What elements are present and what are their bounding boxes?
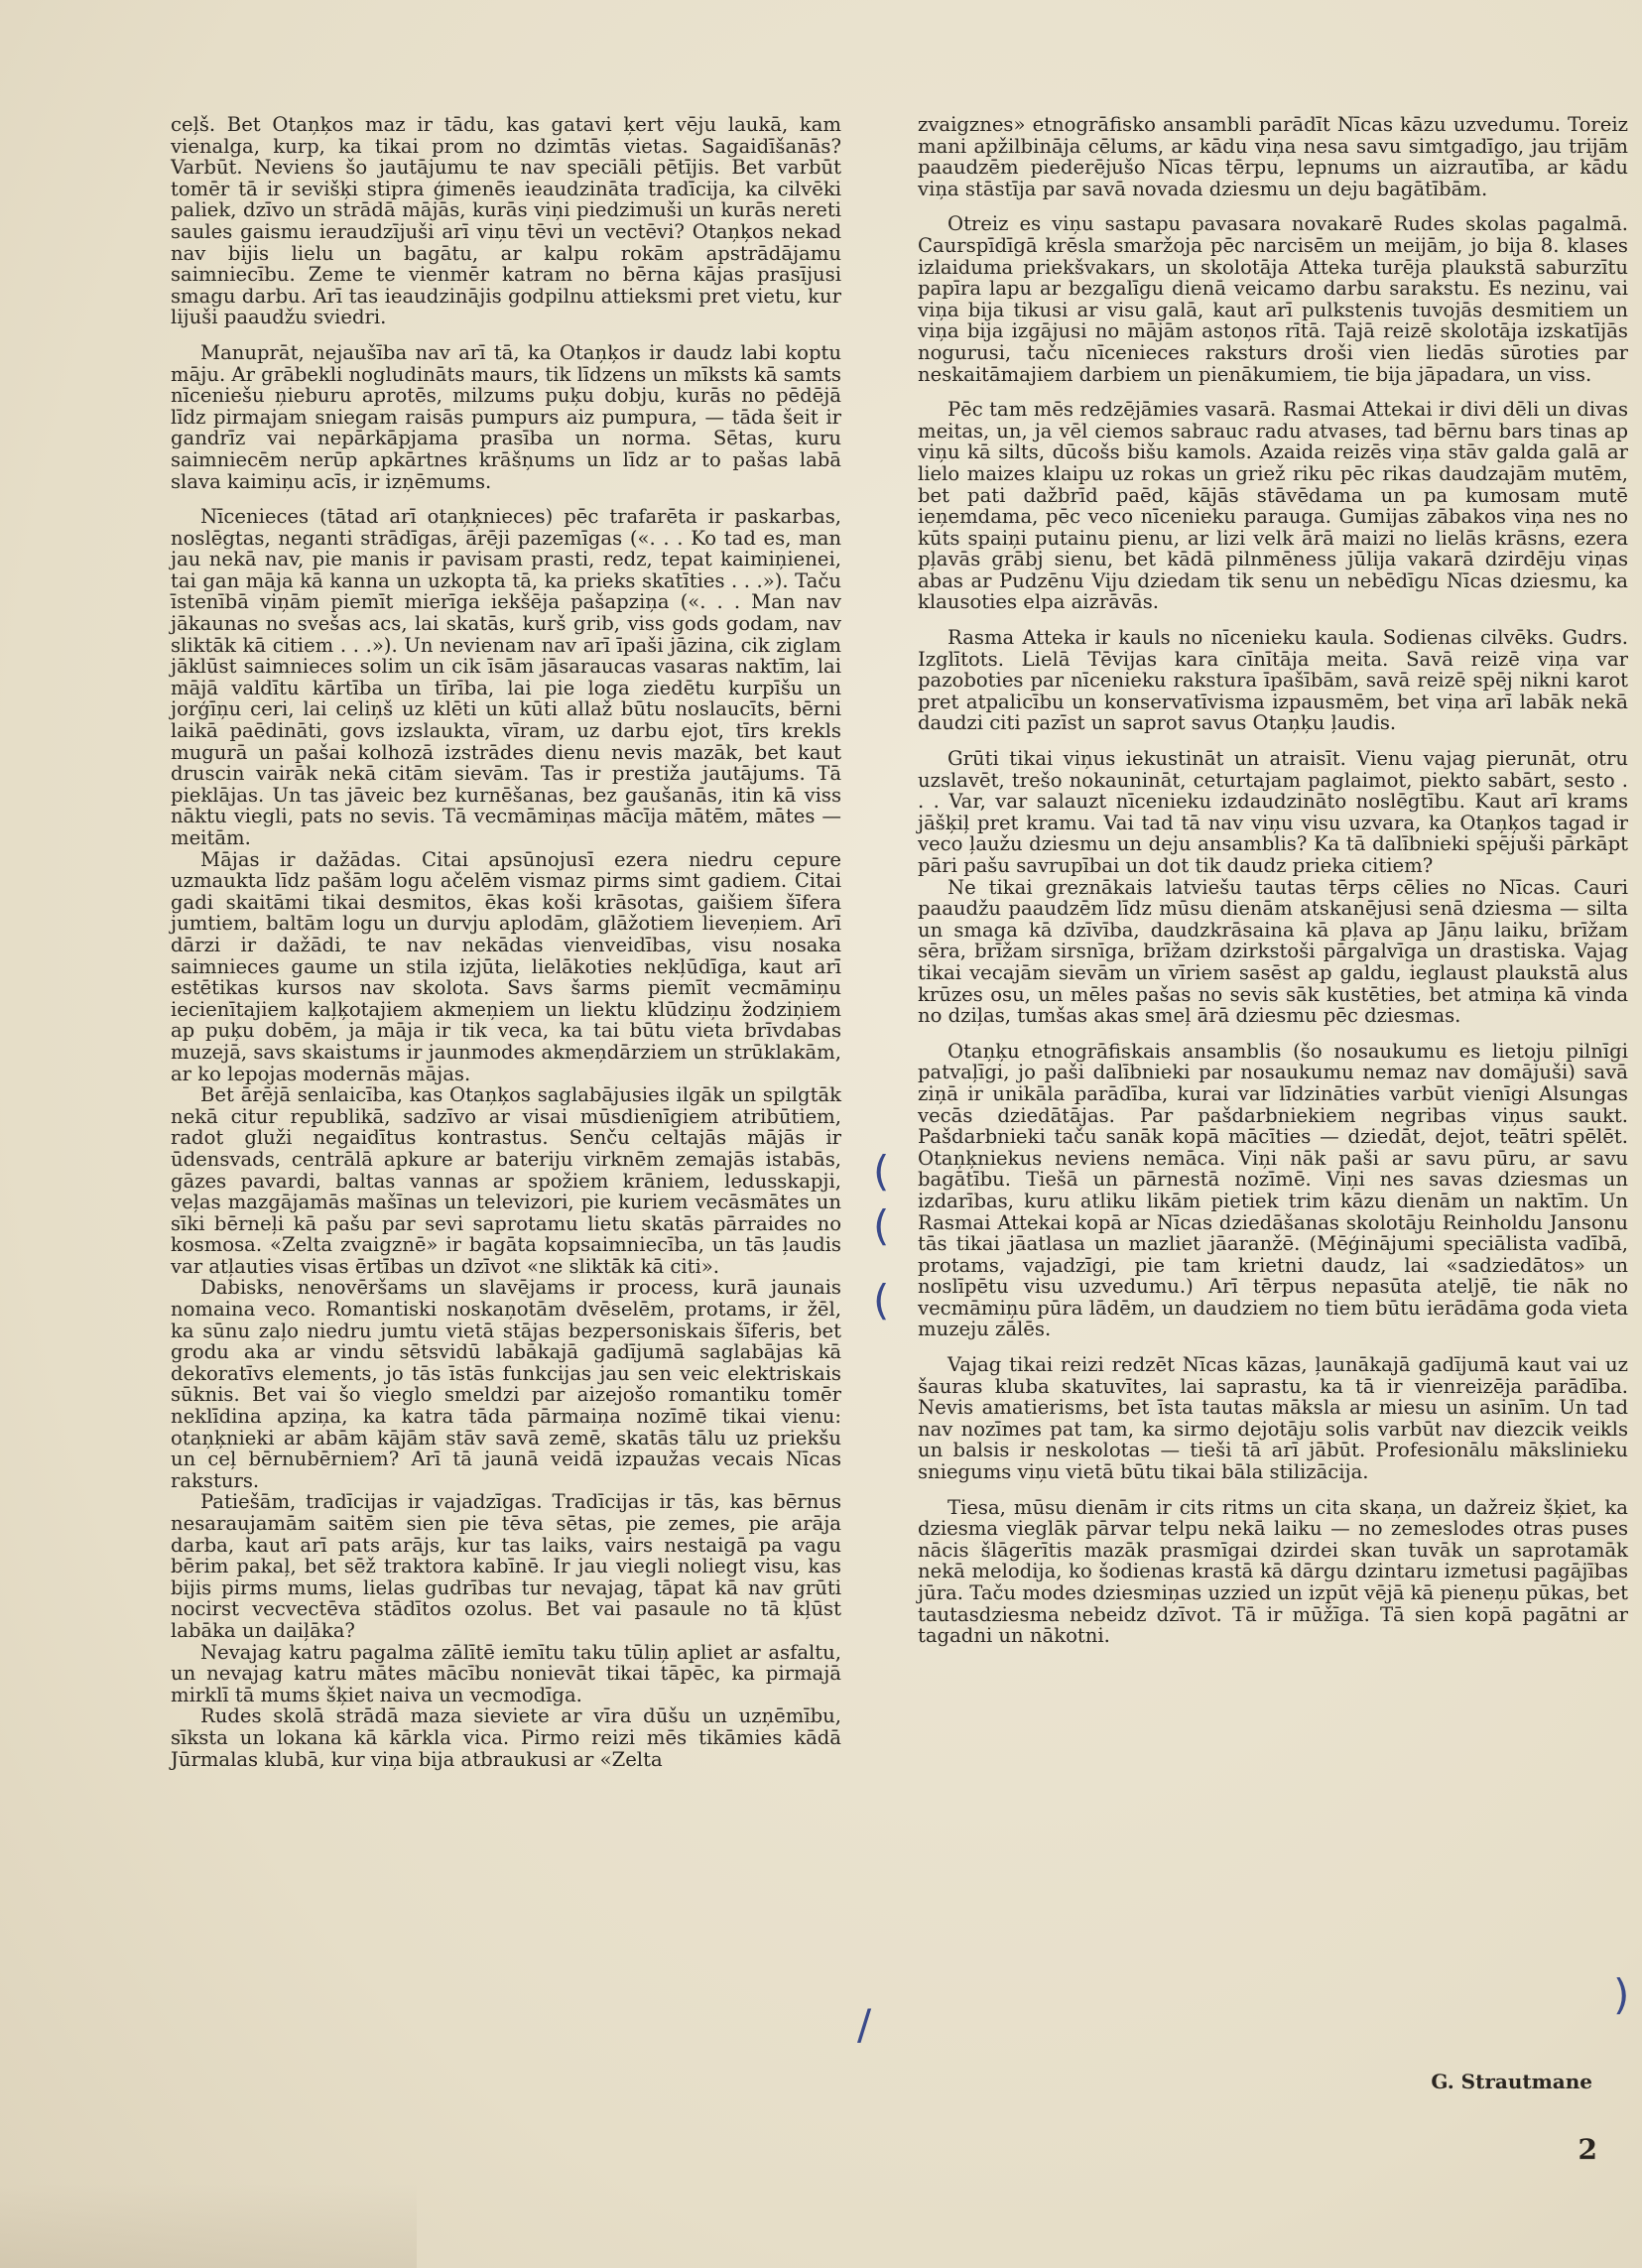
paragraph: Grūti tikai viņus iekustināt un atraisīt. Vienu vajag pierunāt, otru uzslavēt, trešo nokaunināt, ceturtajam paglaimot, piekto sabārt, sesto . . . Var, var salauzt nīcenieku izdaudzināto noslēgtību. Kaut arī krams jāšķiļ pret kramu. Vai tad tā nav viņu visu uzvara, ka Otaņķos tagad ir veco ļaužu dziesmu un deju ansamblis? Ka tā dalībnieki spējuši pārkāpt pāri pašu savrupībai un dot tik daudz prieka citiem?	[918, 747, 1628, 877]
paragraph: Rasma Atteka ir kauls no nīcenieku kaula. Sodienas cilvēks. Gudrs. Izglītots. Lielā Tēvijas kara cīnītāja meita. Savā reizē viņa var pazoboties par nīcenieku rakstura īpašībām, savā reizē spēj nikni karot pret atpalicību un konservatīvisma izpausmēm, bet viņa arī labāk nekā daudzi citi pazīst un saprot savus Otaņķu ļaudis.	[918, 626, 1628, 735]
paragraph: ceļš. Bet Otaņķos maz ir tādu, kas gatavi ķert vēju laukā, kam vienalga, kurp, ka tikai prom no dzimtās vietas. Sagaidīšanās? Varbūt. Neviens šo jautājumu te nav speciāli pētījis. Bet varbūt tomēr tā ir sevišķi stipra ģimenēs ieaudzināta tradīcija, ka cilvēki paliek, dzīvo un strādā mājās, kurās viņi piedzimuši un kurās nereti saules gaismu ieraudzījuši arī viņu tēvi un vectēvi? Otaņķos nekad nav bijis lielu un bagātu, ar kalpu rokām apstrādājamu saimniecību. Zeme te vienmēr katram no bērna kājas prasījusi smagu darbu. Arī tas ieaudzinājis godpilnu attieksmi pret vietu, kur lijuši paaudžu sviedri.	[171, 113, 841, 329]
paragraph: Nevajag katru pagalma zālītē iemītu taku tūliņ apliet ar asfaltu, un nevajag katru mātes mācību nonievāt tikai tāpēc, ka pirmajā mirklī tā mums šķiet naiva un vecmodīga.	[171, 1640, 841, 1706]
paragraph: Otreiz es viņu sastapu pavasara novakarē Rudes skolas pagalmā. Caurspīdīgā krēsla smaržoja pēc narcisēm un meijām, jo bija 8. klases izlaiduma priekšvakars, un skolotāja Atteka turēja plaukstā saburzītu papīra lapu ar bezgalīgu dienā veicamo darbu sarakstu. Es nezinu, vai viņa bija tikusi ar visu galā, kaut arī pulkstenis tuvojās desmitiem un viņa bija izgājusi no mājām astoņos rītā. Tajā reizē skolotāja izskatījās nogurusi, taču nīcenieces raksturs droši vien liedās sūroties par neskaitāmajiem darbiem un pienākumiem, tie bija jāpadara, un viss.	[918, 212, 1628, 386]
paragraph: Vajag tikai reizi redzēt Nīcas kāzas, ļaunākajā gadījumā kaut vai uz šauras kluba skatuvītes, lai saprastu, ka tā ir vienreizēja parādība. Nevis amatierisms, bet īsta tautas māksla ar miesu un asinīm. Un tad nav nozīmes pat tam, ka sirmo dejotāju solis varbūt nav diezcik veikls un balsis ir neskolotas — tieši tā arī jābūt. Profesionālu mākslinieku sniegums viņu vietā būtu tikai bāla stilizācija.	[918, 1353, 1628, 1484]
paragraph: Dabisks, nenovēršams un slavējams ir process, kurā jaunais nomaina veco. Romantiski noskaņotām dvēselēm, protams, ir žēl, ka sūnu zaļo niedru jumtu vietā stājas bezpersoniskais šīferis, bet grodu aka ar vindu sētsvidū labākajā gadījumā saglabājas kā dekoratīvs elements, jo tās īstās funkcijas jau sen veic elektriskais sūknis. Bet vai šo vieglo smeldzi par aizejošo romantiku tomēr neklīdina apziņa, ka katra tāda pārmaiņa nozīmē tikai vienu: otaņķnieki ar abām kājām stāv savā zemē, skatās tālu uz priekšu un ceļ bērnubērniem? Arī tā jaunā veidā izpaužas vecais Nīcas raksturs.	[171, 1276, 841, 1492]
author-signature: G. Strautmane	[1431, 2070, 1592, 2093]
page-number: 2	[1578, 2133, 1597, 2166]
paragraph: Pēc tam mēs redzējāmies vasarā. Rasmai Attekai ir divi dēli un divas meitas, un, ja vēl ciemos sabrauc radu atvases, tad bērnu bars tinas ap viņu kā silts, dūcošs bišu kamols. Azaida reizēs viņa stāv galda galā ar lielo maizes klaipu uz rokas un griež riku pēc rikas daudzajām mutēm, bet pati dažbrīd paēd, kājās stāvēdama un pa kumosam mutē ieņemdama, pēc veco nīcenieku parauga. Gumijas zābakos viņa nes no kūts spaiņi putainu pienu, ar lizi velk ārā maizi no lielās krāsns, ezera pļavās grābj sienu, bet kādā pilnmēness jūlija vakarā dzirdēju viņas abas ar Pudzēnu Viju dziedam tik senu un nebēdīgu Nīcas dziesmu, ka klausoties elpa aizrāvās.	[918, 398, 1628, 614]
margin-bracket-mark: (	[873, 1147, 890, 1196]
paragraph: Bet ārējā senlaicība, kas Otaņķos saglabājusies ilgāk un spilgtāk nekā citur republikā, sadzīvo ar visai mūsdienīgiem atribūtiem, radot gluži negaidītus kontrastus. Senču celtajās mājās ir ūdensvads, centrālā apkure ar bateriju virknēm zemajās istabās, gāzes pavardi, baltas vannas ar spožiem krāniem, ledusskapji, veļas mazgājamās mašīnas un televizori, pie kuriem vecāsmātes un sīki bērneļi kā pašu par sevi saprotamu lietu skatās pārraides no kosmosa. «Zelta zvaigznē» ir bagāta kopsaimniecība, un tās ļaudis var atļauties visas ērtības un dzīvot «ne sliktāk kā citi».	[171, 1083, 841, 1278]
paragraph: Ne tikai greznākais latviešu tautas tērps cēlies no Nīcas. Cauri paaudžu paaudzēm līdz mūsu dienām atskanējusi senā dziesma — silta un smaga kā dzīvība, daudzkrāsaina kā pļava ap Jāņu laiku, brīžam sēra, brīžam sirsnīga, brīžam dzirkstoši pārgalvīga un drastiska. Vajag tikai vecajām sievām un vīriem sasēst ap galdu, ieglaust plaukstā alus krūzes osu, un mēles pašas no sevis sāk kustēties, bet atmiņa kā vinda no dziļas, tumšas akas smeļ ārā dziesmu pēc dziesmas.	[918, 875, 1628, 1028]
margin-bracket-mark: (	[873, 1201, 890, 1250]
left-column	[171, 114, 841, 1770]
paragraph: Rudes skolā strādā maza sieviete ar vīra dūšu un uzņēmību, sīksta un lokana kā kārkla vica. Pirmo reizi mēs tikāmies kādā Jūrmalas klubā, kur viņa bija atbraukusi ar «Zelta	[171, 1704, 841, 1771]
paper-stain	[0, 2183, 417, 2268]
paragraph: Patiešām, tradīcijas ir vajadzīgas. Tradīcijas ir tās, kas bērnus nesaraujamām saitēm sien pie tēva sētas, pie zemes, pie arāja darba, kaut arī pats arājs, kur tas laiks, vairs nestaigā pa vagu bērim pakaļ, bet sēž traktora kabīnē. Ir jau viegli noliegt visu, kas bijis pirms mums, lielas gudrības tur nevajag, tāpat kā nav grūti nocirst vecvectēva stādītos ozolus. Bet vai pasaule no tā kļūst labāka un daiļāka?	[171, 1490, 841, 1642]
margin-bracket-mark: /	[857, 2000, 872, 2049]
margin-bracket-mark: (	[873, 1276, 890, 1324]
paragraph: Tiesa, mūsu dienām ir cits ritms un cita skaņa, un dažreiz šķiet, ka dziesma vieglāk pārvar telpu nekā laiku — no zemeslodes otras puses nācis šlāgerītis mazāk prasmīgai dzirdei skan tuvāk un saprotamāk nekā melodija, ko šodienas krastā kā dārgu dzintaru izmetusi pagājības jūra. Taču modes dziesmiņas uzzied un izpūt vējā kā pieneņu pūkas, bet tautasdziesma nebeidz dzīvot. Tā ir mūžīga. Tā sien kopā pagātni ar tagadni un nākotni.	[918, 1495, 1628, 1648]
margin-bracket-mark: )	[1613, 1970, 1630, 2019]
paragraph: Nīcenieces (tātad arī otaņķnieces) pēc trafarēta ir paskarbas, noslēgtas, neganti strādīgas, ārēji pazemīgas («. . . Ko tad es, man jau nekā nav, pie manis ir pavisam prasti, redz, tepat kaimiņienei, tai gan māja kā kanna un uzkopta tā, ka prieks skatīties . . .»). Taču īstenībā viņām piemīt mierīga iekšēja pašapziņa («. . . Man nav jākaunas no svešas acs, lai skatās, kurš grib, viss gods godam, nav sliktāk kā citiem . . .»). Un nevienam nav arī īpaši jāzina, cik ziglam jāklūst saimnieces solim un cik īsām jāsaraucas vasaras naktīm, lai mājā valdītu kārtība un tīrība, lai pie loga ziedētu kurpīšu un jorģīņu ceri, lai celiņš uz klēti un kūti allaž būtu noslaucīts, bērni laikā paēdināti, govs izslaukta, vīram, uz darbu ejot, tīrs krekls mugurā un pašai kolhozā izstrādes dienu nevis mazāk, bet kaut druscin vairāk nekā citām sievām. Tas ir prestiža jautājums. Tā pieklājas. Un tas jāveic bez kurnēšanas, bez gaušanās, itin kā viss nāktu viegli, pats no sevis. Tā vecmāmiņas mācīja mātēm, mātes — meitām.	[171, 505, 841, 849]
right-column	[918, 114, 1628, 1647]
paragraph: Mājas ir dažādas. Citai apsūnojusī ezera niedru cepure uzmaukta līdz pašām logu ačelēm vismaz pirms simt gadiem. Citai gadi skaitāmi tikai desmitos, ēkas koši krāsotas, gaišiem šīfera jumtiem, baltām logu un durvju aplodām, glāžotiem lieveņiem. Arī dārzi ir dažādi, te nav nekādas vienveidības, visu nosaka saimnieces gaume un stila izjūta, lielākoties nekļūdīga, kaut arī estētikas kursos nav skolota. Savs šarms piemīt vecmāmiņu iecienītajiem kaļķotajiem akmeņiem un liektu klūdziņu žodziņiem ap puķu dobēm, ja māja ir tik veca, ka tai būtu vieta brīvdabas muzejā, savs skaistums ir jaunmodes akmeņdārziem un strūklakām, ar ko lepojas modernās mājas.	[171, 847, 841, 1085]
paragraph: zvaigznes» etnogrāfisko ansambli parādīt Nīcas kāzu uzvedumu. Toreiz mani apžilbināja cēlums, ar kādu viņa nesa savu simtgadīgo, jau trijām paaudzēm piederējušo Nīcas tērpu, lepnums un aizrautība, ar kādu viņa stāstīja par savā novada dziesmu un deju bagātībām.	[918, 113, 1628, 200]
paragraph: Manuprāt, nejaušība nav arī tā, ka Otaņķos ir daudz labi koptu māju. Ar grābekli nogludināts maurs, tik līdzens un mīksts kā samts nīceniešu ņieburu aprotēs, milzums puķu dobju, kurās no pēdējā līdz pirmajam sniegam raisās pumpurs aiz pumpura, — tāda šeit ir gandrīz vai nepārkāpjama prasība un norma. Sētas, kuru saimniecēm nerūp apkārtnes krāšņums un līdz ar to pašas labā slava kaimiņu acīs, ir izņēmums.	[171, 340, 841, 493]
paragraph: Otaņķu etnogrāfiskais ansamblis (šo nosaukumu es lietoju pilnīgi patvaļīgi, jo paši dalībnieki par nosaukumu nemaz nav domājuši) savā ziņā ir unikāla parādība, kurai var līdzināties varbūt vienīgi Alsungas vecās dziedātājas. Par pašdarbniekiem negribas viņus saukt. Pašdarbnieki taču sanāk kopā mācīties — dziedāt, dejot, teātri spēlēt. Otaņķniekus neviens nemāca. Viņi nāk paši ar savu pūru, ar savu bagātību. Tiešā un pārnestā nozīmē. Viņi nes savas dziesmas un izdarības, kuru atliku likām pietiek trim kāzu dienām un naktīm. Un Rasmai Attekai kopā ar Nīcas dziedāšanas skolotāju Reinholdu Jansonu tās tikai jāatlasa un mazliet jāaranžē. (Mēģinājumi speciālista vadībā, protams, vajadzīgi, pie tam krietni daudz, lai «sadziedātos» un noslīpētu visu uzvedumu.) Arī tērpus nepasūta ateljē, tie nāk no vecmāmiņu pūra lādēm, un daudziem no tiem būtu ierādāma goda vieta muzeju zālēs.	[918, 1039, 1628, 1341]
